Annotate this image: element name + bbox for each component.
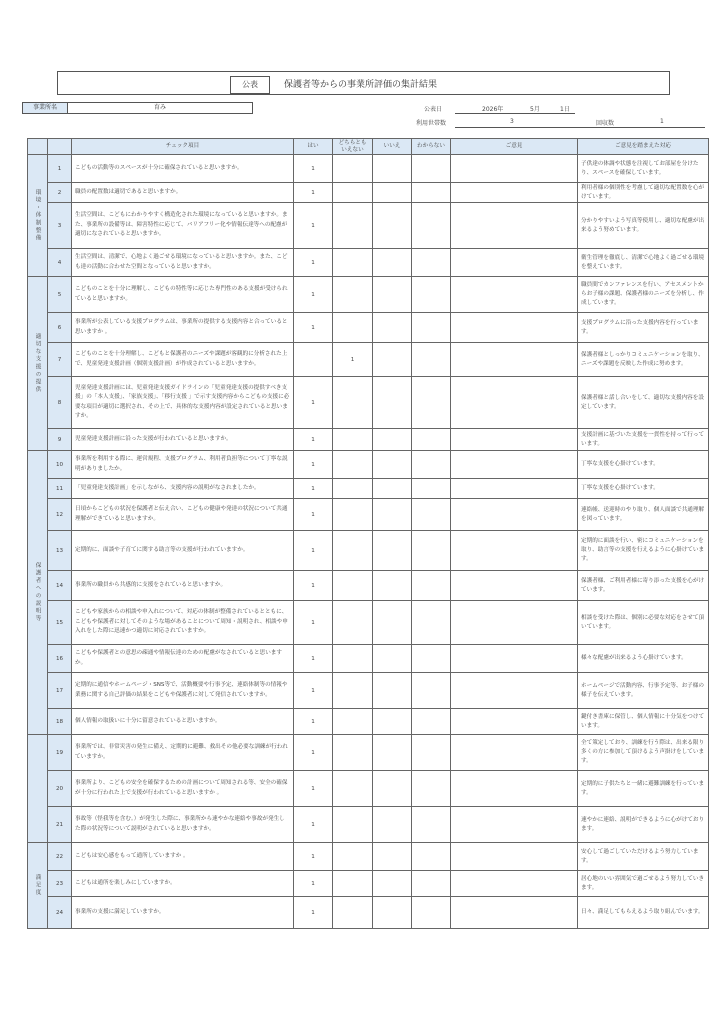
row-number: 19 (48, 735, 72, 771)
table-row (28, 249, 709, 277)
yes-count: 1 (294, 377, 333, 429)
row-number: 11 (48, 479, 72, 499)
response-cell: 速やかに連絡、説明ができるように心がけております。 (578, 807, 709, 843)
unknown-count (412, 673, 451, 709)
neutral-count (333, 451, 373, 479)
no-count (373, 735, 412, 771)
neutral-count (333, 645, 373, 673)
yes-count: 1 (294, 843, 333, 871)
opinion-cell (451, 771, 578, 807)
no-count (373, 601, 412, 645)
check-item: こどものことを十分理解し、こどもと保護者のニーズや課題が客観的に分析された上で、児童発達支援計画（個別支援計画）が作成されていると思いますか。 (72, 343, 294, 377)
neutral-count (333, 571, 373, 601)
check-item: こどものことを十分に理解し、こどもの特性等に応じた専門性のある支援が受けられていると思いますか。 (72, 277, 294, 313)
yes-count: 1 (294, 531, 333, 571)
row-number: 22 (48, 843, 72, 871)
table-row (28, 843, 709, 871)
response-cell: 保護者様、ご利用者様に寄り添った支援を心がけています。 (578, 571, 709, 601)
row-number: 4 (48, 249, 72, 277)
row-number: 5 (48, 277, 72, 313)
opinion-cell (451, 155, 578, 183)
yes-count: 1 (294, 571, 333, 601)
yes-count: 1 (294, 673, 333, 709)
yes-count: 1 (294, 155, 333, 183)
neutral-count (333, 429, 373, 451)
opinion-cell (451, 735, 578, 771)
row-number: 3 (48, 203, 72, 249)
yes-count: 1 (294, 807, 333, 843)
row-number: 7 (48, 343, 72, 377)
table-row (28, 429, 709, 451)
check-item: こどもは安心感をもって通所していますか 。 (72, 843, 294, 871)
response-cell: 職員間でカンファレンスを行い、アセスメントからお子様の課題、保護者様のニーズを分析し、作成しています。 (578, 277, 709, 313)
row-number: 10 (48, 451, 72, 479)
response-cell: 定期的に子供たちと一緒に避難訓練を行っています。 (578, 771, 709, 807)
table-row (28, 709, 709, 735)
unknown-count (412, 203, 451, 249)
opinion-cell (451, 673, 578, 709)
unknown-count (412, 807, 451, 843)
check-item: 事業所が公表している支援プログラムは、事業所の提供する支援内容と合っていると思いますか 。 (72, 313, 294, 343)
no-count (373, 313, 412, 343)
unknown-count (412, 897, 451, 929)
opinion-cell (451, 807, 578, 843)
neutral-count (333, 673, 373, 709)
check-item: 定期的に通信やホームページ・SNS等で、活動概要や行事予定、連絡体制等の情報や業務に関する自己評価の結果をこどもや保護者に対して発信されていますか。 (72, 673, 294, 709)
row-number: 24 (48, 897, 72, 929)
yes-count: 1 (294, 429, 333, 451)
neutral-count (333, 479, 373, 499)
households-underline (455, 127, 705, 128)
no-count (373, 771, 412, 807)
header-check-item: チェック項目 (72, 139, 294, 155)
publish-date-underline (455, 113, 575, 114)
table-row (28, 807, 709, 843)
check-item: 児童発達支援計画には、児童発達支援ガイドラインの「児童発達支援の提供すべき支援」の「本人支援」、「家族支援」、「移行支援 」で示す支援内容からこどもの支援に必要な項目が適切に選択され、その上で、具体的な支援内容が設定されていると思いますか。 (72, 377, 294, 429)
publish-year: 2026年 (482, 106, 504, 113)
unknown-count (412, 531, 451, 571)
row-number: 21 (48, 807, 72, 843)
table-row (28, 499, 709, 531)
table-row (28, 277, 709, 313)
no-count (373, 531, 412, 571)
unknown-count (412, 645, 451, 673)
response-cell: 安心して過ごしていただけるよう努力しています。 (578, 843, 709, 871)
neutral-count (333, 155, 373, 183)
neutral-count: 1 (333, 343, 373, 377)
yes-count: 1 (294, 499, 333, 531)
row-number: 18 (48, 709, 72, 735)
yes-count: 1 (294, 203, 333, 249)
neutral-count (333, 249, 373, 277)
table-row (28, 601, 709, 645)
row-number: 8 (48, 377, 72, 429)
yes-count: 1 (294, 601, 333, 645)
unknown-count (412, 571, 451, 601)
neutral-count (333, 499, 373, 531)
neutral-count (333, 313, 373, 343)
no-count (373, 183, 412, 203)
row-number: 17 (48, 673, 72, 709)
neutral-count (333, 843, 373, 871)
category-label: 保護者への説明等 (28, 451, 48, 735)
publish-day: 1日 (560, 106, 570, 113)
office-name-value: 育み (67, 102, 253, 114)
yes-count: 1 (294, 479, 333, 499)
no-count (373, 709, 412, 735)
unknown-count (412, 843, 451, 871)
report-title: 保護者等からの事業所評価の集計結果 (284, 80, 438, 90)
response-cell: 衛生管理を徹底し、清潔で心地よく過ごせる環境を整えています。 (578, 249, 709, 277)
no-count (373, 897, 412, 929)
row-number: 2 (48, 183, 72, 203)
no-count (373, 155, 412, 183)
unknown-count (412, 313, 451, 343)
yes-count (294, 343, 333, 377)
opinion-cell (451, 571, 578, 601)
yes-count: 1 (294, 183, 333, 203)
opinion-cell (451, 343, 578, 377)
office-name-label: 事業所名 (22, 102, 68, 114)
response-cell: 利用者様の個別性を考慮して適切な配置数を心がけています。 (578, 183, 709, 203)
check-item: 事業所では、非常災害の発生に備え、定期的に避難、救出その他必要な訓練が行われていますか。 (72, 735, 294, 771)
row-number: 20 (48, 771, 72, 807)
table-row (28, 571, 709, 601)
unknown-count (412, 871, 451, 897)
opinion-cell (451, 377, 578, 429)
check-item: 「児童発達支援計画」を示しながら、支援内容の説明がなされましたか。 (72, 479, 294, 499)
response-cell: 保護者様と話し合いをして、適切な支援内容を設定しています。 (578, 377, 709, 429)
publish-date-label: 公表日 (424, 106, 443, 113)
neutral-count (333, 203, 373, 249)
opinion-cell (451, 645, 578, 673)
opinion-cell (451, 277, 578, 313)
check-item: 日頃からこどもの状況を保護者と伝え合い、こどもの健康や発達の状況について共通理解ができていると思いますか。 (72, 499, 294, 531)
opinion-cell (451, 203, 578, 249)
row-number: 23 (48, 871, 72, 897)
yes-count: 1 (294, 645, 333, 673)
response-cell: ホームページで活動内容、行事予定等、お子様の様子を伝えています。 (578, 673, 709, 709)
response-cell: 相談を受けた際は、個別に必要な対応をさせて頂いています。 (578, 601, 709, 645)
check-item: こどもや家族からの相談や申入れについて、対応の体制が整備されているとともに、こどもや保護者に対してそのような場があることについて周知・説明され、相談や申入れをした際に迅速かつ適切に対応されていますか。 (72, 601, 294, 645)
header-unknown: わからない (412, 139, 451, 155)
response-cell: 子供達の体調や状態を注視してお部屋を分けたり、スペースを確保しています。 (578, 155, 709, 183)
table-row (28, 871, 709, 897)
row-number: 16 (48, 645, 72, 673)
no-count (373, 499, 412, 531)
row-number: 6 (48, 313, 72, 343)
yes-count: 1 (294, 313, 333, 343)
unknown-count (412, 479, 451, 499)
no-count (373, 277, 412, 313)
header-yes: はい (294, 139, 333, 155)
opinion-cell (451, 871, 578, 897)
opinion-cell (451, 479, 578, 499)
opinion-cell (451, 249, 578, 277)
check-item: 生活空間は、清潔で、心地よく過ごせる環境になっていると思いますか。また、こども達の活動に合わせた空間となっていると思いますか。 (72, 249, 294, 277)
response-cell: 分かりやすいよう写真等使用し、適切な配慮が出来るよう努めています。 (578, 203, 709, 249)
yes-count: 1 (294, 249, 333, 277)
unknown-count (412, 429, 451, 451)
neutral-count (333, 601, 373, 645)
check-item: こどもは通所を楽しみにしていますか。 (72, 871, 294, 897)
unknown-count (412, 249, 451, 277)
no-count (373, 249, 412, 277)
row-number: 14 (48, 571, 72, 601)
neutral-count (333, 771, 373, 807)
no-count (373, 843, 412, 871)
check-item: 児童発達支援計画に沿った支援が行われていると思いますか。 (72, 429, 294, 451)
table-row (28, 673, 709, 709)
response-cell: 様々な配慮が出来るよう心掛けています。 (578, 645, 709, 673)
publish-month: 5月 (530, 106, 540, 113)
no-count (373, 203, 412, 249)
response-cell: 丁寧な支援を心掛けています。 (578, 479, 709, 499)
category-label: 適切な支援の提供 (28, 277, 48, 451)
header-no (48, 139, 72, 155)
opinion-cell (451, 451, 578, 479)
response-cell: 保護者様としっかりコミュニケーションを取り、ニーズや課題を反映した作成に努めます。 (578, 343, 709, 377)
check-item: 定期的に、面談や子育てに関する助言等の支援が行われていますか。 (72, 531, 294, 571)
no-count (373, 645, 412, 673)
unknown-count (412, 277, 451, 313)
row-number: 12 (48, 499, 72, 531)
check-item: こどもや保護者との意思の疎通や情報伝達のための配慮がなされていると思いますか。 (72, 645, 294, 673)
row-number: 13 (48, 531, 72, 571)
check-item: 事業所の職員から共感的に支援をされていると思いますか。 (72, 571, 294, 601)
neutral-count (333, 531, 373, 571)
yes-count: 1 (294, 277, 333, 313)
unknown-count (412, 343, 451, 377)
neutral-count (333, 709, 373, 735)
no-count (373, 871, 412, 897)
unknown-count (412, 451, 451, 479)
unknown-count (412, 771, 451, 807)
response-cell: 鍵付き書庫に保管し、個人情報に十分気をつけています。 (578, 709, 709, 735)
opinion-cell (451, 601, 578, 645)
category-label: 満足度 (28, 843, 48, 929)
evaluation-table (27, 138, 709, 929)
response-cell: 全て策定しており、訓練を行う際は、出来る限り多くの方に参加して頂けるよう声掛けをしています。 (578, 735, 709, 771)
row-number: 15 (48, 601, 72, 645)
header-response: ご意見を踏まえた対応 (578, 139, 709, 155)
header-category (28, 139, 48, 155)
opinion-cell (451, 499, 578, 531)
check-item: 事業所を利用する際に、運営規程、支援プログラム、利用者負担等について丁寧な説明がありましたか。 (72, 451, 294, 479)
yes-count: 1 (294, 451, 333, 479)
neutral-count (333, 735, 373, 771)
unknown-count (412, 155, 451, 183)
table-row (28, 343, 709, 377)
table-row (28, 531, 709, 571)
households-label: 利用世帯数 (416, 120, 447, 127)
table-row (28, 479, 709, 499)
no-count (373, 429, 412, 451)
table-row (28, 735, 709, 771)
check-item: こどもの活動等のスペースが十分に確保されていると思いますか。 (72, 155, 294, 183)
response-cell: 支援計画に基づいた支援を一貫性を持って行っています。 (578, 429, 709, 451)
table-row (28, 377, 709, 429)
table-row (28, 183, 709, 203)
table-row (28, 645, 709, 673)
category-label (28, 735, 48, 843)
table-row (28, 155, 709, 183)
opinion-cell (451, 709, 578, 735)
collected-value: 1 (660, 118, 664, 125)
row-number: 9 (48, 429, 72, 451)
check-item: 生活空間は、こどもにわかりやすく構造化された環境になっていると思いますか。また、事業所の設備等は、障害特性に応じて、バリアフリー化や情報伝達等への配慮が適切になされていると思いますか。 (72, 203, 294, 249)
header-opinion: ご意見 (451, 139, 578, 155)
neutral-count (333, 897, 373, 929)
check-item: 事業所より、こどもの安全を確保するための計画について周知される等、安全の確保が十分に行われた上で支援が行われていると思いますか 。 (72, 771, 294, 807)
no-count (373, 343, 412, 377)
neutral-count (333, 807, 373, 843)
unknown-count (412, 601, 451, 645)
response-cell: 丁寧な支援を心掛けています。 (578, 451, 709, 479)
opinion-cell (451, 843, 578, 871)
no-count (373, 479, 412, 499)
opinion-cell (451, 531, 578, 571)
response-cell: 連絡帳、送迎時のやり取り、個人面談で共通理解を図っています。 (578, 499, 709, 531)
yes-count: 1 (294, 735, 333, 771)
table-row (28, 451, 709, 479)
response-cell: 定期的に面談を行い、密にコミュニケーションを取り、助言等の支援を行えるように心掛けています。 (578, 531, 709, 571)
unknown-count (412, 183, 451, 203)
table-row (28, 203, 709, 249)
check-item: 個人情報の取扱いに十分に留意されていると思いますか。 (72, 709, 294, 735)
opinion-cell (451, 429, 578, 451)
no-count (373, 451, 412, 479)
check-item: 事故等（怪我等を含む。）が発生した際に、事業所から速やかな連絡や事故が発生した際の状況等について説明がされていると思いますか。 (72, 807, 294, 843)
response-cell: 日々、満足してもらえるよう取り組んでいます。 (578, 897, 709, 929)
unknown-count (412, 735, 451, 771)
households-value: 3 (510, 118, 514, 125)
table-row (28, 897, 709, 929)
yes-count: 1 (294, 709, 333, 735)
header-no-answer: いいえ (373, 139, 412, 155)
opinion-cell (451, 183, 578, 203)
table-row (28, 313, 709, 343)
no-count (373, 673, 412, 709)
unknown-count (412, 709, 451, 735)
unknown-count (412, 499, 451, 531)
table-row (28, 771, 709, 807)
collected-label: 回収数 (596, 120, 615, 127)
yes-count: 1 (294, 897, 333, 929)
neutral-count (333, 377, 373, 429)
no-count (373, 807, 412, 843)
no-count (373, 377, 412, 429)
yes-count: 1 (294, 871, 333, 897)
response-cell: 居心地のいい雰囲気で過ごせるよう努力していきます。 (578, 871, 709, 897)
unknown-count (412, 377, 451, 429)
neutral-count (333, 277, 373, 313)
neutral-count (333, 871, 373, 897)
header-neutral: どちらとも いえない (333, 139, 373, 155)
check-item: 職員の配置数は適切であると思いますか。 (72, 183, 294, 203)
neutral-count (333, 183, 373, 203)
report-title-box (57, 71, 670, 95)
opinion-cell (451, 313, 578, 343)
yes-count: 1 (294, 771, 333, 807)
table-header-row (28, 139, 709, 155)
row-number: 1 (48, 155, 72, 183)
opinion-cell (451, 897, 578, 929)
check-item: 事業所の支援に満足していますか。 (72, 897, 294, 929)
response-cell: 支援プログラムに沿った支援内容を行っています。 (578, 313, 709, 343)
category-label: 環境・体制整備 (28, 155, 48, 277)
no-count (373, 571, 412, 601)
public-badge: 公表 (230, 76, 270, 94)
